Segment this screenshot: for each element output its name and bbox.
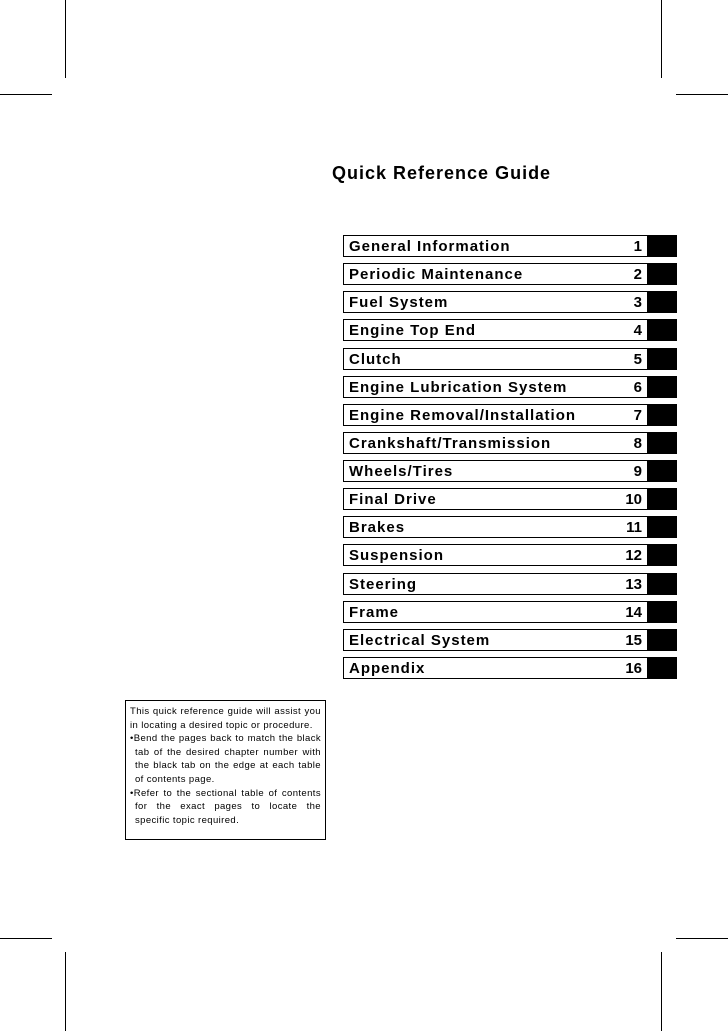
crop-mark [661,952,662,1031]
black-tab[interactable] [647,376,677,398]
black-tab[interactable] [647,544,677,566]
chapter-title: Wheels/Tires [349,463,454,480]
crop-mark [676,94,728,95]
chapter-number: 16 [625,659,642,677]
chapter-entry[interactable] [343,544,677,566]
chapter-title: Engine Removal/Installation [349,406,577,424]
chapter-entry[interactable] [343,404,677,426]
chapter-entry[interactable] [343,460,677,482]
chapter-title: Frame [349,603,400,621]
chapter-entry[interactable] [343,263,677,285]
chapter-entry[interactable] [343,235,677,257]
chapter-entry[interactable] [343,516,677,538]
black-tab[interactable] [647,404,677,426]
chapter-title: Electrical System [349,631,491,649]
page-title: Quick Reference Guide [332,163,552,183]
black-tab[interactable] [647,573,677,595]
chapter-title: Periodic Maintenance [349,266,524,284]
black-tab[interactable] [647,657,677,679]
chapter-entry[interactable] [343,319,677,341]
chapter-title: Suspension [349,547,445,565]
chapter-entry[interactable] [343,488,677,510]
note-bullet: •Refer to the sectional table of contents for the exact pages to locate the specific topic required. [130,787,321,826]
black-tab[interactable] [647,629,677,651]
note-intro: This quick reference guide will assist you in locating a desired topic or procedure. [130,706,321,731]
chapter-number: 9 [633,463,642,480]
chapter-entry[interactable] [343,376,677,398]
chapter-number: 4 [633,322,642,340]
chapter-entry[interactable] [343,432,677,454]
chapter-list [343,235,677,685]
chapter-title: Crankshaft/Transmission [349,434,552,452]
chapter-title: Final Drive [349,491,437,509]
chapter-number: 12 [625,547,642,565]
black-tab[interactable] [647,516,677,538]
chapter-entry[interactable] [343,348,677,370]
chapter-number: 3 [633,294,642,312]
chapter-number: 6 [633,378,642,396]
chapter-title: General Information [349,238,511,255]
black-tab[interactable] [647,291,677,313]
chapter-number: 5 [633,350,642,368]
black-tab[interactable] [647,348,677,370]
chapter-title: Brakes [349,519,406,537]
chapter-number: 10 [625,491,642,509]
crop-mark [0,94,52,95]
black-tab[interactable] [647,263,677,285]
black-tab[interactable] [647,488,677,510]
black-tab[interactable] [647,460,677,482]
chapter-entry[interactable] [343,601,677,623]
chapter-number: 11 [626,519,642,537]
crop-mark [676,938,728,939]
chapter-number: 2 [633,266,642,284]
chapter-entry[interactable] [343,657,677,679]
black-tab[interactable] [647,432,677,454]
chapter-number: 1 [633,238,642,255]
crop-mark [661,0,662,78]
crop-mark [0,938,52,939]
black-tab[interactable] [647,601,677,623]
chapter-title: Engine Lubrication System [349,378,568,396]
chapter-number: 13 [625,575,642,593]
chapter-title: Appendix [349,659,426,677]
black-tab[interactable] [647,235,677,257]
chapter-entry[interactable] [343,291,677,313]
chapter-number: 7 [633,406,642,424]
crop-mark [65,952,66,1031]
chapter-title: Fuel System [349,294,449,312]
chapter-number: 8 [633,434,642,452]
crop-mark [65,0,66,78]
note-bullet: •Bend the pages back to match the black tab of the desired chapter number with the black tab on the edge at each table of contents page. [130,733,321,785]
chapter-title: Clutch [349,350,402,368]
chapter-title: Engine Top End [349,322,477,340]
chapter-entry[interactable] [343,629,677,651]
chapter-title: Steering [349,575,418,593]
chapter-number: 15 [625,631,642,649]
chapter-number: 14 [625,603,642,621]
usage-note-box [125,700,326,840]
chapter-entry[interactable] [343,573,677,595]
black-tab[interactable] [647,319,677,341]
